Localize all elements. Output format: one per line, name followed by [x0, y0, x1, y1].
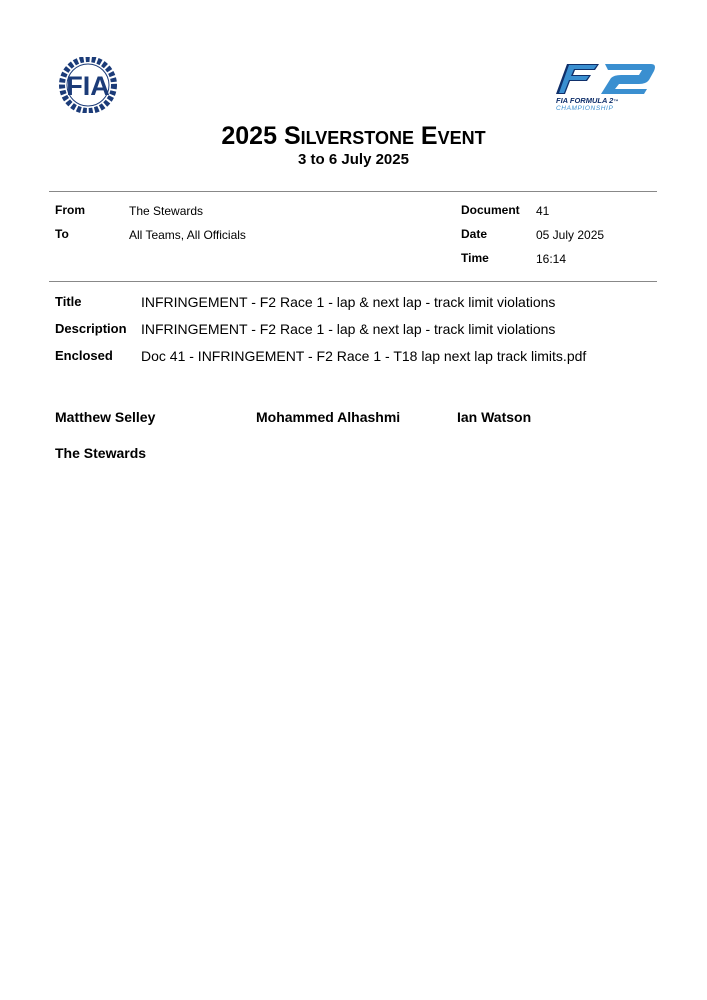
date-label: Date: [461, 227, 488, 241]
f2-logo-line1: FIA FORMULA 2: [556, 96, 614, 105]
description-value: INFRINGEMENT - F2 Race 1 - lap & next lap - track limit violations: [141, 321, 556, 337]
enclosed-attachment-link[interactable]: Doc 41 - INFRINGEMENT - F2 Race 1 - T18 lap next lap track limits.pdf: [141, 348, 587, 364]
f2-logo-line2: CHAMPIONSHIP: [556, 105, 614, 112]
date-value: 05 July 2025: [536, 228, 605, 242]
time-label: Time: [461, 251, 489, 265]
time-value: 16:14: [536, 252, 567, 266]
to-label: To: [55, 227, 69, 241]
f2-logo-tm: ™: [613, 99, 619, 105]
stewards-footer: The Stewards: [55, 445, 147, 461]
f2-championship-logo: [553, 60, 657, 112]
event-name: Silverstone Event: [283, 122, 486, 150]
to-value: All Teams, All Officials: [129, 228, 246, 242]
title-value: INFRINGEMENT - F2 Race 1 - lap & next lap - track limit violations: [141, 294, 556, 310]
f2-logo-mark: F2: [553, 60, 555, 61]
document-label: Document: [461, 203, 520, 217]
from-value: The Stewards: [129, 204, 204, 218]
svg-text:FIA FORMULA 2™: [556, 96, 618, 105]
fia-logo-text: FIA: [66, 71, 110, 101]
description-label: Description: [55, 321, 127, 336]
document-value: 41: [536, 204, 550, 218]
signatory-name: Ian Watson: [457, 409, 532, 425]
event-dates: 3 to 6 July 2025: [298, 151, 409, 168]
fia-logo: [47, 57, 131, 113]
meta-divider: [49, 281, 657, 282]
from-label: From: [55, 203, 85, 217]
event-year: 2025: [221, 122, 277, 150]
title-label: Title: [55, 294, 82, 309]
event-title: [0, 122, 707, 151]
signatory-name: Matthew Selley: [55, 409, 156, 425]
signatory-name: Mohammed Alhashmi: [256, 409, 401, 425]
enclosed-label: Enclosed: [55, 348, 113, 363]
header-divider: [49, 191, 657, 192]
